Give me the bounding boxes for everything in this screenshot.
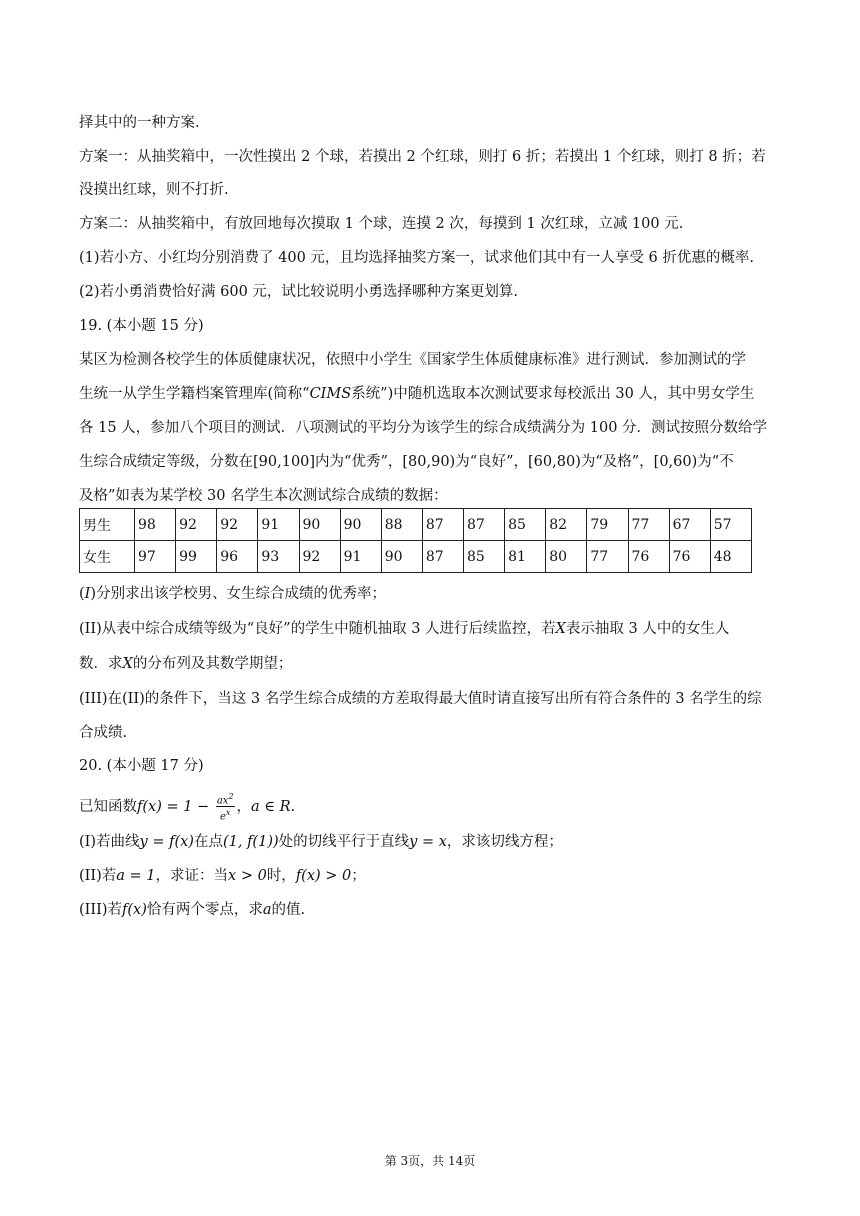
table-cell: 77 (628, 509, 669, 541)
table-cell: 87 (422, 509, 463, 541)
text-span: 在点 (193, 834, 223, 850)
table-cell: 96 (217, 541, 258, 573)
table-cell: 81 (505, 541, 546, 573)
text-span: ， (236, 798, 252, 815)
math-span: (1, f(1)) (222, 834, 279, 850)
table-cell: 93 (258, 541, 299, 573)
text-span: ； (351, 868, 366, 884)
question-19-heading: 19. (本小题 15 分) (79, 318, 204, 334)
text-span: 数．求 (79, 656, 123, 672)
text-line (79, 900, 305, 920)
table-cell: 98 (135, 509, 176, 541)
math-span: y = f(x) (139, 834, 194, 850)
text-span: 的值. (271, 902, 306, 918)
table-cell: 92 (176, 509, 217, 541)
text-line: (III)在(II)的条件下，当这 3 名学生综合成绩的方差取得最大值时请直接写出所有符合条件的 3 名学生的综 (79, 691, 762, 707)
table-cell: 99 (176, 541, 217, 573)
text-line: 各 15 人，参加八个项目的测试．八项测试的平均分为该学生的综合成绩满分为 100 分．测试按照分数给学 (79, 420, 768, 436)
table-row-male (80, 509, 752, 541)
math-span: a ∈ R (251, 798, 291, 815)
text-span: ，求证：当 (155, 868, 229, 884)
page-footer: 第 3页，共 14页 (384, 1154, 476, 1168)
math-span: x > 0 (228, 868, 267, 884)
text-line: 方案二：从抽奖箱中，有放回地每次摸取 1 个球，连摸 2 次，每摸到 1 次红球，立减 100 元. (79, 216, 684, 232)
text-span: (II)若 (79, 868, 117, 884)
fraction-denominator (216, 807, 235, 822)
table-cell: 76 (628, 541, 669, 573)
text-span: 系统”)中随机选取本次测试要求每校派出 30 人，其中男女学生 (351, 386, 755, 402)
math-span: ax (216, 795, 229, 807)
table-cell: 79 (587, 509, 628, 541)
table-cell: 91 (340, 541, 381, 573)
table-cell: 76 (669, 541, 710, 573)
math-span: a (262, 902, 272, 918)
table-cell: 67 (669, 509, 710, 541)
table-cell: 92 (217, 509, 258, 541)
math-span: I (84, 586, 91, 602)
text-line (79, 654, 292, 674)
exponent: 2 (228, 792, 234, 801)
text-span: 表示抽取 3 人中的女生人 (565, 621, 730, 637)
text-line (79, 832, 563, 852)
text-span: 的分布列及其数学期望； (132, 656, 293, 672)
text-line: 某区为检测各校学生的体质健康状况，依照中小学生《国家学生体质健康标准》进行测试．参加测试的学 (79, 352, 746, 368)
math-span: e (219, 811, 226, 823)
text-line: 及格”如表为某学校 30 名学生本次测试综合成绩的数据： (79, 488, 448, 504)
row-label: 女生 (80, 541, 135, 573)
text-span: 恰有两个零点，求 (146, 902, 263, 918)
table-row-female (80, 541, 752, 573)
text-span: . (290, 798, 296, 815)
table-cell: 48 (710, 541, 751, 573)
text-span: 时， (266, 868, 296, 884)
exponent: x (225, 808, 231, 818)
table-cell: 91 (258, 509, 299, 541)
text-line: 方案一：从抽奖箱中，一次性摸出 2 个球，若摸出 2 个红球，则打 6 折；若摸出 1 个红球，则打 8 折；若 (79, 149, 766, 165)
text-span: (II)从表中综合成绩等级为“良好”的学生中随机抽取 3 人进行后续监控，若 (79, 621, 556, 637)
text-line: (1)若小方、小红均分别消费了 400 元，且均选择抽奖方案一，试求他们其中有一人享受 6 折优惠的概率. (79, 250, 754, 266)
function-definition (79, 791, 295, 823)
math-span: X (122, 656, 133, 672)
math-span: y = x (409, 834, 447, 850)
text-line (79, 619, 729, 639)
table-cell: 82 (546, 509, 587, 541)
text-line: 合成绩. (79, 725, 128, 741)
text-line (79, 866, 366, 886)
table-cell: 90 (299, 509, 340, 541)
text-line (79, 584, 386, 604)
table-cell: 77 (587, 541, 628, 573)
math-span: a = 1 (116, 868, 156, 884)
table-cell: 90 (340, 509, 381, 541)
text-span: (III)若 (79, 902, 122, 918)
table-cell: 57 (710, 509, 751, 541)
table-cell: 90 (381, 541, 422, 573)
math-span: CIMS (309, 386, 352, 402)
math-span: f(x) (122, 902, 147, 918)
math-span: X (555, 621, 566, 637)
text-line (79, 384, 754, 404)
table-cell: 97 (135, 541, 176, 573)
table-cell: 87 (422, 541, 463, 573)
text-span: ，求该切线方程； (446, 834, 563, 850)
table-cell: 80 (546, 541, 587, 573)
table-cell: 88 (381, 509, 422, 541)
text-span: 生统一从学生学籍档案管理库(简称“ (79, 386, 310, 402)
text-span: ( (79, 586, 85, 602)
table-cell: 85 (505, 509, 546, 541)
math-span: f(x) > 0 (295, 868, 352, 884)
table-cell: 92 (299, 541, 340, 573)
text-line: 没摸出红球，则不打折. (79, 182, 229, 198)
table-cell: 87 (464, 509, 505, 541)
text-span: )分别求出该学校男、女生综合成绩的优秀率； (90, 586, 387, 602)
text-line: 生综合成绩定等级，分数在[90,100]内为“优秀”，[80,90)为“良好”，[60,80)为“及格”，[0,60)为“不 (79, 454, 734, 470)
fraction (216, 791, 235, 823)
scores-table (79, 508, 752, 573)
fraction-numerator (216, 791, 235, 807)
text-span: 处的切线平行于直线 (278, 834, 410, 850)
text-span: (I)若曲线 (79, 834, 140, 850)
table-cell: 85 (464, 541, 505, 573)
text-span: 已知函数 (79, 798, 137, 815)
text-line: 择其中的一种方案. (79, 115, 200, 131)
text-line: (2)若小勇消费恰好满 600 元，试比较说明小勇选择哪种方案更划算. (79, 284, 519, 300)
math-span: f(x) = 1 − (137, 798, 210, 815)
row-label: 男生 (80, 509, 135, 541)
question-20-heading: 20. (本小题 17 分) (79, 758, 204, 774)
